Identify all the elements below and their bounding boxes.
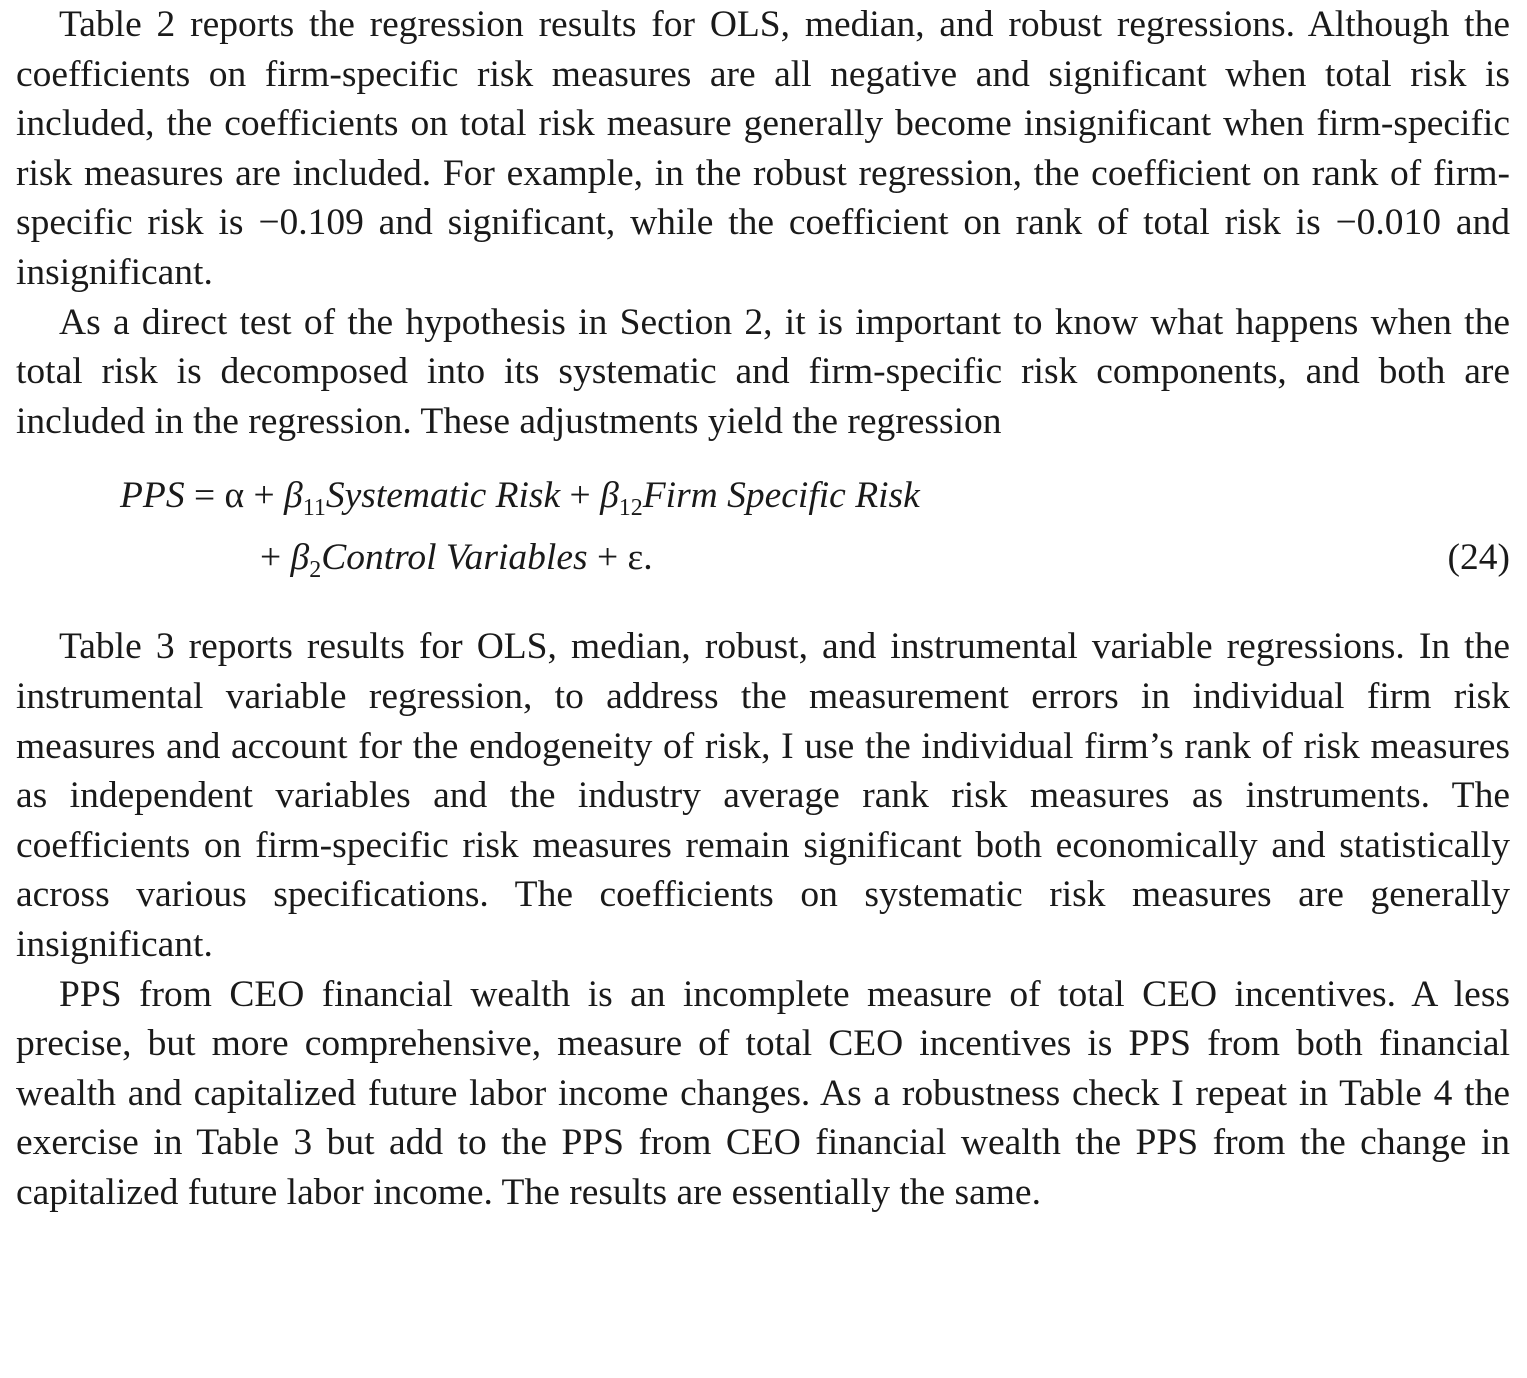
paragraph-direct-test: As a direct test of the hypothesis in Section 2, it is important to know what happens when the total risk is decomposed into its systematic and firm-specific risk components, and both are included in the regression. These adjustments yield the regression [16, 301, 1510, 442]
eq-equals: = [184, 475, 225, 517]
eq-plus: + [587, 537, 628, 579]
equation-number: (24) [1447, 537, 1510, 579]
eq-beta-12: β [600, 475, 619, 517]
eq-plus: + [260, 537, 291, 579]
equation-24 [16, 456, 1510, 612]
paragraph-table3-results: Table 3 reports results for OLS, median, robust, and instrumental variable regressions. In the instrumental variable regression, to address the measurement errors in individual firm risk measures and account for the endogeneity of risk, I use the individual firm’s rank of risk measures as independent variables and the industry average rank risk measures as instruments. The coefficients on firm-specific risk measures remain significant both economically and statistically across various specifications. The coefficients on systematic risk measures are generally insignificant. [16, 626, 1510, 965]
paragraph-robustness-check: PPS from CEO financial wealth is an incomplete measure of total CEO incentives. A less precise, but more comprehensive, measure of total CEO incentives is PPS from both financial wealth and capitalized future labor income changes. As a robustness check I repeat in Table 4 the exercise in Table 3 but add to the PPS from CEO financial wealth the PPS from the change in capitalized future labor income. The results are essentially the same. [16, 973, 1510, 1213]
equation-line-2 [260, 536, 653, 584]
eq-plus: + [560, 475, 601, 517]
equation-line-1 [120, 474, 920, 522]
eq-beta-11: β [284, 475, 303, 517]
eq-sub-2: 2 [309, 557, 322, 584]
eq-epsilon: ε. [627, 537, 653, 579]
eq-plus: + [244, 475, 285, 517]
paper-page [16, 0, 1510, 1217]
eq-alpha: α [224, 475, 245, 517]
eq-systematic-risk: Systematic Risk [325, 475, 561, 517]
eq-firm-specific-risk: Firm Specific Risk [642, 475, 920, 517]
eq-beta-2: β [290, 537, 310, 579]
eq-sub-12: 12 [618, 495, 643, 522]
eq-sub-11: 11 [302, 495, 326, 522]
eq-control-variables: Control Variables [321, 537, 588, 579]
paragraph-table2-results: Table 2 reports the regression results for OLS, median, and robust regressions. Although the coefficients on firm-specific risk measures are all negative and significant when total risk is included, the coefficients on total risk measure generally become insignificant when firm-specific risk measures are included. For example, in the robust regression, the coefficient on rank of firm-specific risk is −0.109 and significant, while the coefficient on rank of total risk is −0.010 and insignificant. [16, 4, 1510, 293]
eq-lhs: PPS [120, 475, 185, 517]
